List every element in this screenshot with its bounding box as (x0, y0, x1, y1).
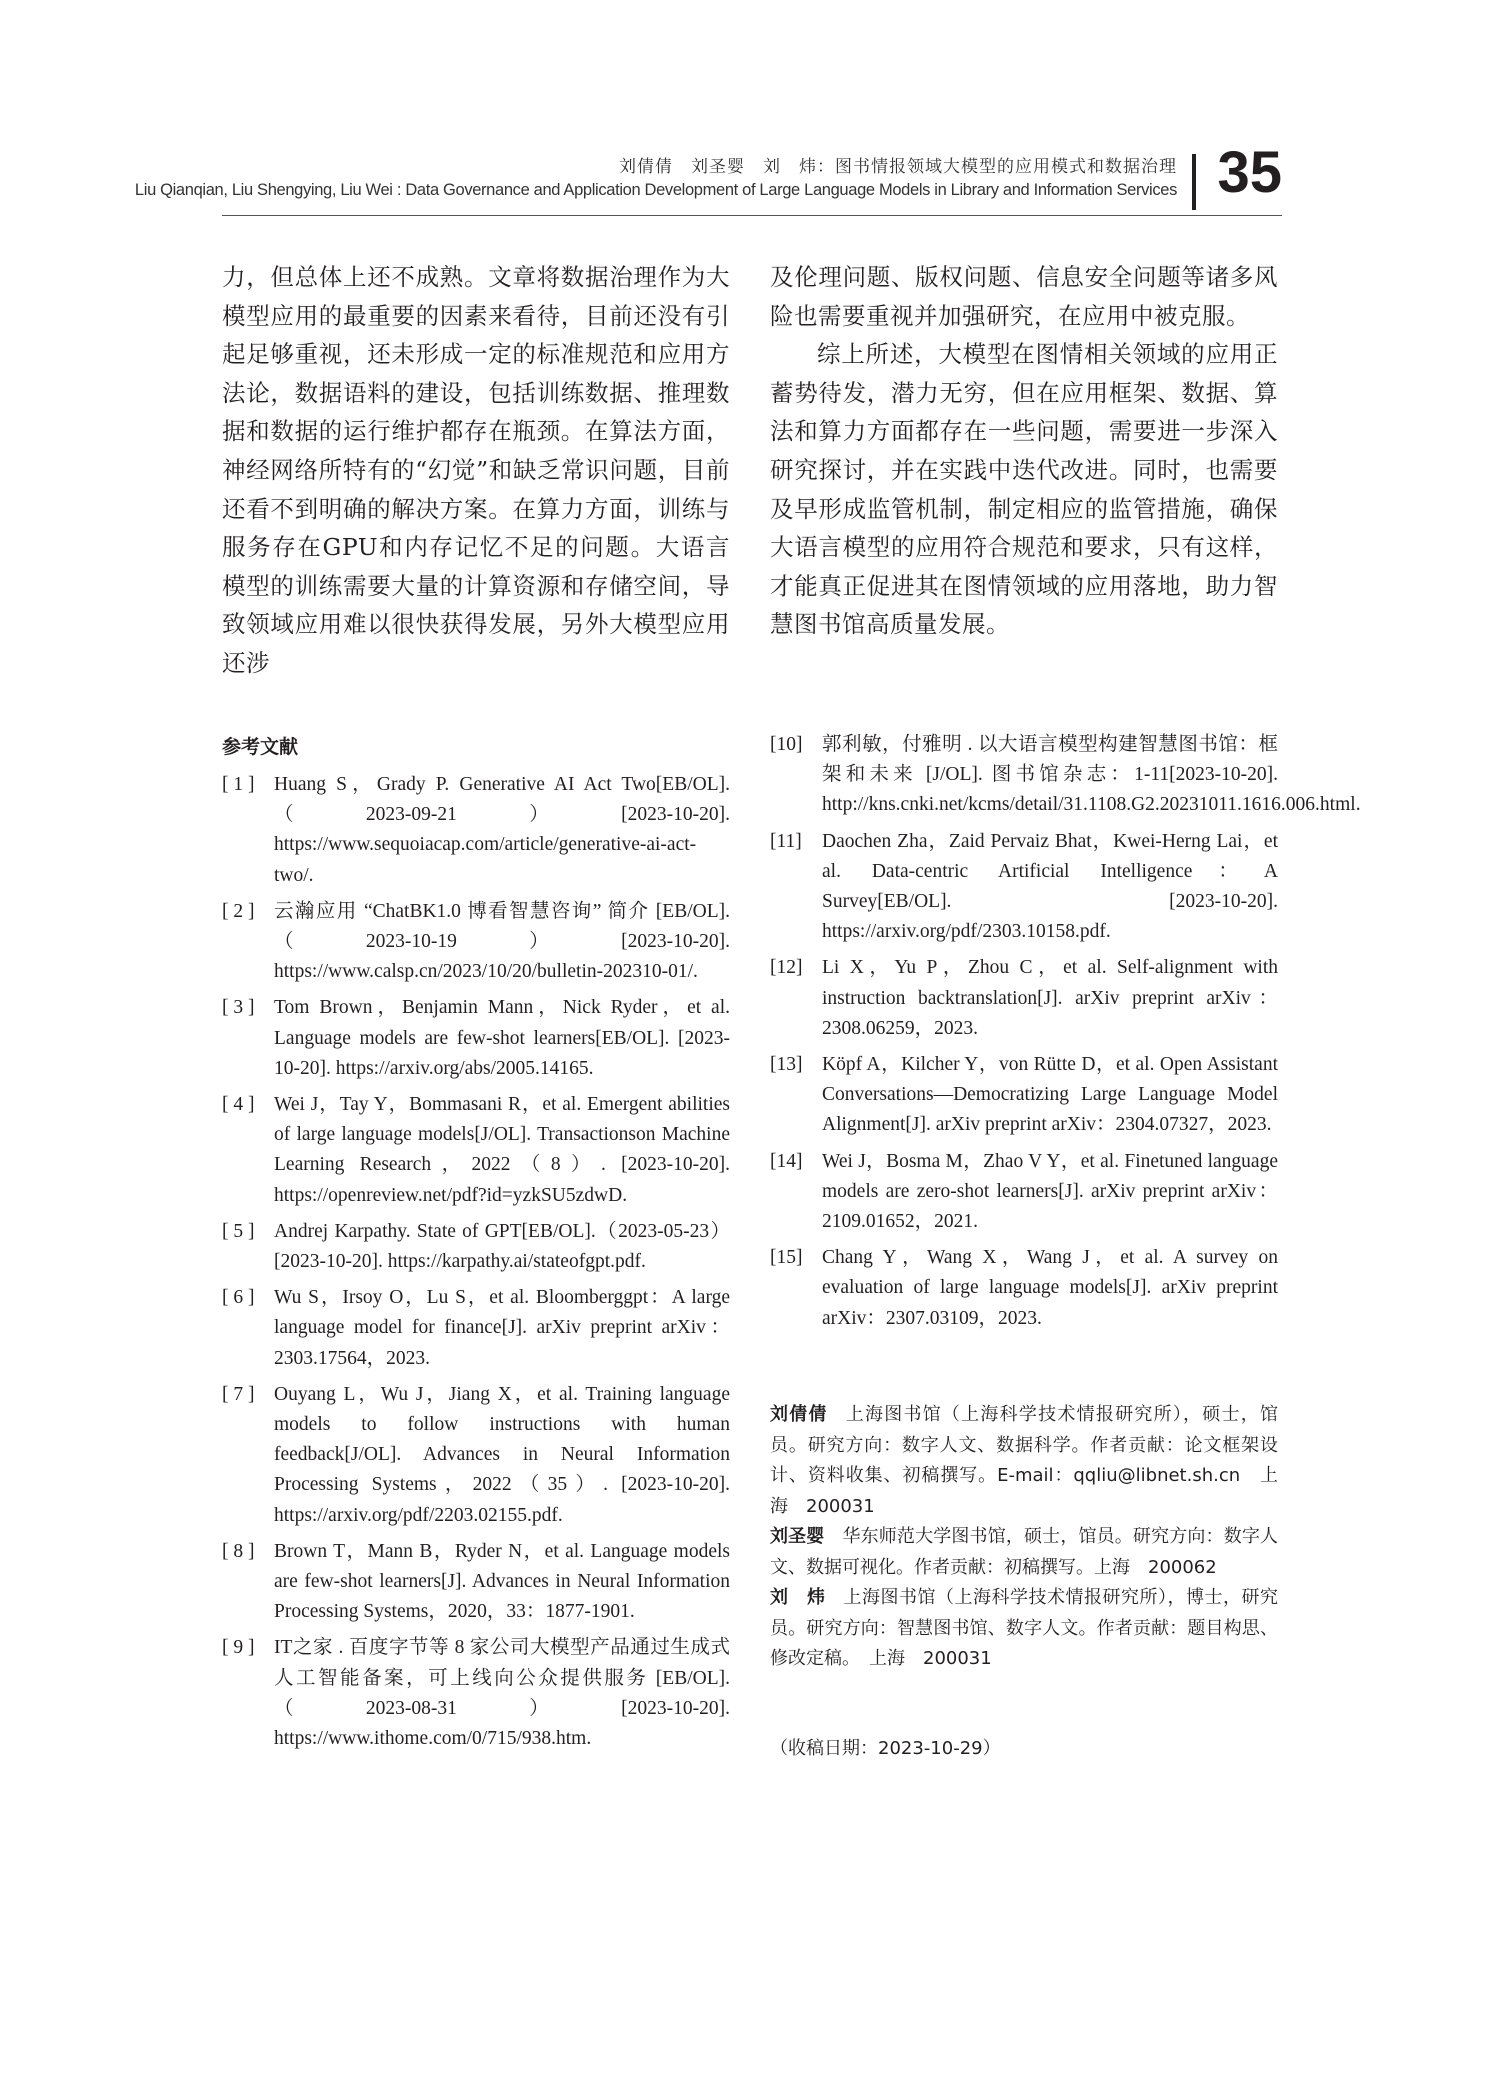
body-paragraph: 综上所述，大模型在图情相关领域的应用正蓄势待发，潜力无穷，但在应用框架、数据、算法和算力方面都存在一些问题，需要进一步深入研究探讨，并在实践中迭代改进。同时，也需要及早形成监管机制，制定相应的监管措施，确保大语言模型的应用符合规范和要求，只有这样，才能真正促进其在图情领域的应用落地，助力智慧图书馆高质量发展。 (770, 340, 1278, 639)
reference-item (222, 1537, 730, 1628)
reference-number: [13] (770, 1054, 803, 1076)
reference-text: Daochen Zha，Zaid Pervaiz Bhat，Kwei-Herng Lai，et al. Data-centric Artificial Intelligence：A Survey[EB/OL]. [2023-10-20]. https://arxiv.org/pdf/2303.10158.pdf. (822, 830, 1278, 943)
reference-item (770, 1147, 1278, 1238)
header-title-en: Liu Qianqian, Liu Shengying, Liu Wei : Data Governance and Application Development of Large Language Models in Library and Information Services (134, 181, 1177, 199)
references-heading: 参考文献 (222, 736, 299, 758)
reference-number: [ 9 ] (222, 1637, 255, 1659)
reference-item (222, 993, 730, 1084)
reference-text: Köpf A，Kilcher Y，von Rütte D，et al. Open Assistant Conversations—Democratizing Large Language Model Alignment[J]. arXiv preprint arXiv：2304.07327，2023. (822, 1054, 1278, 1136)
reference-text: 云瀚应用 “ChatBK1.0 博看智慧咨询” 简介 [EB/OL].（2023-10-19）[2023-10-20]. https://www.calsp.cn/2023/10/20/bulletin-202310-01/. (274, 900, 730, 983)
reference-number: [12] (770, 957, 803, 979)
reference-number: [11] (770, 830, 802, 852)
reference-text: Brown T，Mann B，Ryder N，et al. Language models are few-shot learners[J]. Advances in Neural Information Processing Systems，2020，33：1877-1901. (274, 1540, 730, 1623)
reference-item (222, 770, 730, 891)
author-bio: 上海图书馆（上海科学技术情报研究所），博士，研究员。研究方向：智慧图书馆、数字人文。作者贡献：题目构思、修改定稿。 上海 200031 (770, 1587, 1278, 1669)
reference-item (770, 730, 1361, 821)
reference-text: IT之家 . 百度字节等 8 家公司大模型产品通过生成式人工智能备案，可上线向公众提供服务 [EB/OL].（2023-08-31）[2023-10-20]. https://www.ithome.com/0/715/938.htm. (274, 1637, 730, 1750)
reference-item (770, 1050, 1278, 1141)
reference-number: [ 8 ] (222, 1540, 255, 1562)
author-block (770, 1522, 1278, 1583)
reference-item (222, 1283, 730, 1374)
reference-number: [ 6 ] (222, 1287, 255, 1309)
page-number: 35 (1217, 140, 1282, 205)
header-text (135, 152, 1177, 200)
author-info-section (770, 1400, 1278, 1675)
reference-text: Li X，Yu P，Zhou C，et al. Self-alignment with instruction backtranslation[J]. arXiv preprint arXiv：2308.06259，2023. (822, 957, 1278, 1039)
author-name: 刘倩倩 (770, 1404, 828, 1425)
reference-number: [10] (770, 734, 803, 755)
reference-text: Tom Brown，Benjamin Mann，Nick Ryder，et al. Language models are few-shot learners[EB/OL]. [2023-10-20]. https://arxiv.org/abs/2005.14165. (274, 997, 730, 1079)
author-name: 刘 炜 (770, 1587, 826, 1608)
received-date: （收稿日期：2023-10-29） (770, 1738, 1001, 1759)
reference-item (222, 1217, 730, 1277)
reference-item (770, 953, 1278, 1044)
reference-number: [14] (770, 1150, 803, 1172)
reference-item (222, 897, 730, 988)
reference-number: [ 4 ] (222, 1094, 255, 1116)
reference-text: Wu S，Irsoy O，Lu S，et al. Bloomberggpt：A large language model for finance[J]. arXiv preprint arXiv：2303.17564，2023. (274, 1287, 730, 1369)
author-name: 刘圣婴 (770, 1526, 825, 1547)
reference-number: [ 5 ] (222, 1220, 255, 1242)
running-header (134, 140, 1282, 220)
reference-number: [ 7 ] (222, 1383, 255, 1405)
reference-number: [ 2 ] (222, 900, 255, 922)
reference-text: Ouyang L，Wu J，Jiang X，et al. Training language models to follow instructions with human feedback[J/OL]. Advances in Neural Information Processing Systems，2022（35）. [2023-10-20]. https://arxiv.org/pdf/2203.02155.pdf. (274, 1383, 730, 1526)
references-left-list (222, 770, 730, 1760)
reference-text: Wei J，Bosma M，Zhao V Y，et al. Finetuned language models are zero-shot learners[J]. arXiv preprint arXiv：2109.01652，2021. (822, 1150, 1278, 1233)
reference-item (770, 1243, 1278, 1334)
author-bio: 上海图书馆（上海科学技术情报研究所），硕士，馆员。研究方向：数字人文、数据科学。作者贡献：论文框架设计、资料收集、初稿撰写。E-mail：qqliu@libnet.sh.cn 上海 200031 (770, 1404, 1279, 1517)
author-block (770, 1400, 1278, 1522)
reference-text: Huang S，Grady P. Generative AI Act Two[EB/OL].（2023-09-21）[2023-10-20]. https://www.sequoiacap.com/article/generative-ai-act-two/. (274, 774, 730, 886)
body-paragraph: 及伦理问题、版权问题、信息安全问题等诸多风险也需要重视并加强研究，在应用中被克服。 (770, 263, 1278, 330)
reference-item (770, 827, 1278, 948)
author-bio: 华东师范大学图书馆，硕士，馆员。研究方向：数字人文、数据可视化。作者贡献：初稿撰写。上海 200062 (770, 1526, 1279, 1578)
reference-item (222, 1633, 730, 1754)
reference-item (222, 1380, 730, 1531)
header-rule (222, 215, 1282, 216)
reference-text: 郭利敏，付雅明 . 以大语言模型构建智慧图书馆：框架和未来 [J/OL]. 图书馆杂志：1-11[2023-10-20]. http://kns.cnki.net/kcms/detail/31.1108.G2.20231011.1616.006.html. (822, 734, 1361, 816)
reference-text: Wei J，Tay Y，Bommasani R，et al. Emergent abilities of large language models[J/OL]. Transactionson Machine Learning Research，2022（8）. [2023-10-20]. https://openreview.net/pdf?id=yzkSU5zdwD. (274, 1094, 730, 1206)
reference-number: [15] (770, 1247, 803, 1269)
author-block (770, 1583, 1278, 1675)
body-paragraph: 力，但总体上还不成熟。文章将数据治理作为大模型应用的最重要的因素来看待，目前还没有引起足够重视，还未形成一定的标准规范和应用方法论，数据语料的建设，包括训练数据、推理数据和数据的运行维护都存在瓶颈。在算法方面，神经网络所特有的“幻觉”和缺乏常识问题，目前还看不到明确的解决方案。在算力方面，训练与服务存在GPU和内存记忆不足的问题。大语言模型的训练需要大量的计算资源和存储空间，导致领域应用难以很快获得发展，另外大模型应用还涉 (222, 263, 730, 677)
body-left-column (222, 258, 730, 683)
header-title-cn: 刘倩倩 刘圣婴 刘 炜：图书情报领域大模型的应用模式和数据治理 (619, 157, 1177, 177)
reference-number: [ 1 ] (222, 774, 255, 795)
header-divider-bar (1192, 154, 1196, 210)
reference-number: [ 3 ] (222, 997, 255, 1019)
reference-text: Chang Y，Wang X，Wang J，et al. A survey on evaluation of large language models[J]. arXiv preprint arXiv：2307.03109，2023. (822, 1247, 1278, 1329)
references-right-list (770, 730, 1361, 1340)
reference-text: Andrej Karpathy. State of GPT[EB/OL].（2023-05-23）[2023-10-20]. https://karpathy.ai/stateofgpt.pdf. (274, 1220, 731, 1273)
reference-item (222, 1090, 730, 1211)
body-right-column (770, 258, 1278, 644)
